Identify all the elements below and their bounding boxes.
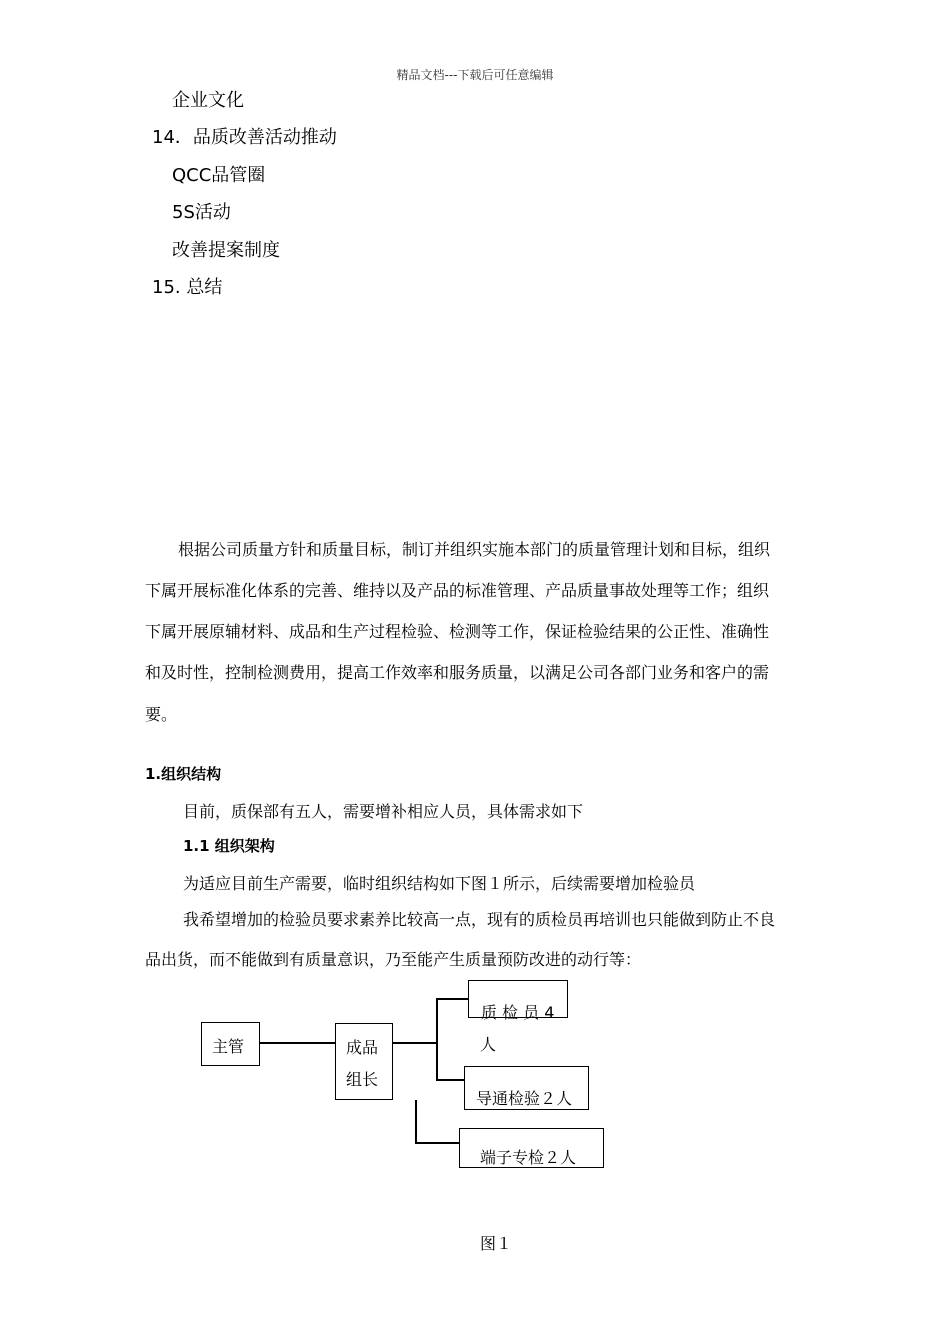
paragraph-line: 品出货，而不能做到有质量意识，乃至能产生质量预防改进的动行等： bbox=[145, 950, 642, 969]
subsection-heading: 1.1 组织架构 bbox=[183, 837, 275, 855]
inspector-label-line2: 人 bbox=[480, 1035, 497, 1054]
connector-line bbox=[436, 998, 468, 1000]
leader-label-line1: 成品 bbox=[346, 1038, 379, 1057]
paragraph-line: 为适应目前生产需要，临时组织结构如下图１所示，后续需要增加检验员 bbox=[183, 874, 696, 893]
paragraph-line: 下属开展原辅材料、成品和生产过程检验、检测等工作，保证检验结果的公正性、准确性 bbox=[145, 622, 770, 641]
toc-item: QCC品管圈 bbox=[172, 165, 266, 186]
toc-item: 5S活动 bbox=[172, 202, 231, 223]
paragraph-line: 和及时性，控制检测费用，提高工作效率和服务质量，以满足公司各部门业务和客户的需 bbox=[145, 663, 770, 682]
section-heading: 1.组织结构 bbox=[145, 765, 222, 783]
connector-line bbox=[415, 1142, 459, 1144]
inspector-box bbox=[468, 980, 568, 1022]
paragraph-line: 目前，质保部有五人，需要增补相应人员，具体需求如下 bbox=[183, 802, 584, 821]
paragraph-line: 根据公司质量方针和质量目标，制订并组织实施本部门的质量管理计划和目标，组织 bbox=[178, 540, 771, 559]
toc-item: 改善提案制度 bbox=[172, 240, 280, 261]
conduction-test-box bbox=[464, 1066, 589, 1110]
connector-line bbox=[393, 1042, 436, 1044]
terminal-inspection-box bbox=[459, 1128, 604, 1168]
toc-item: 企业文化 bbox=[172, 90, 244, 111]
figure-caption: 图１ bbox=[480, 1234, 513, 1253]
manager-label: 主管 bbox=[212, 1037, 245, 1056]
connector-line bbox=[260, 1042, 335, 1044]
manager-box bbox=[201, 1022, 260, 1066]
inspector-label-line1: 质 检 员 4 bbox=[481, 1003, 555, 1022]
connector-line bbox=[436, 1079, 465, 1081]
leader-box bbox=[335, 1023, 393, 1100]
connector-line bbox=[415, 1100, 417, 1143]
paragraph-line: 要。 bbox=[145, 705, 178, 724]
paragraph-line: 我希望增加的检验员要求素养比较高一点，现有的质检员再培训也只能做到防止不良 bbox=[183, 910, 776, 929]
toc-item: 14．品质改善活动推动 bbox=[152, 127, 337, 148]
paragraph-line: 下属开展标准化体系的完善、维持以及产品的标准管理、产品质量事故处理等工作；组织 bbox=[145, 581, 770, 600]
conduction-test-label: 导通检验２人 bbox=[476, 1089, 573, 1108]
leader-label-line2: 组长 bbox=[346, 1070, 379, 1089]
page-header: 精品文档---下载后可任意编辑 bbox=[396, 68, 554, 82]
connector-line bbox=[436, 998, 438, 1080]
toc-item: 15. 总结 bbox=[152, 277, 223, 298]
terminal-inspection-label: 端子专检２人 bbox=[480, 1148, 577, 1167]
